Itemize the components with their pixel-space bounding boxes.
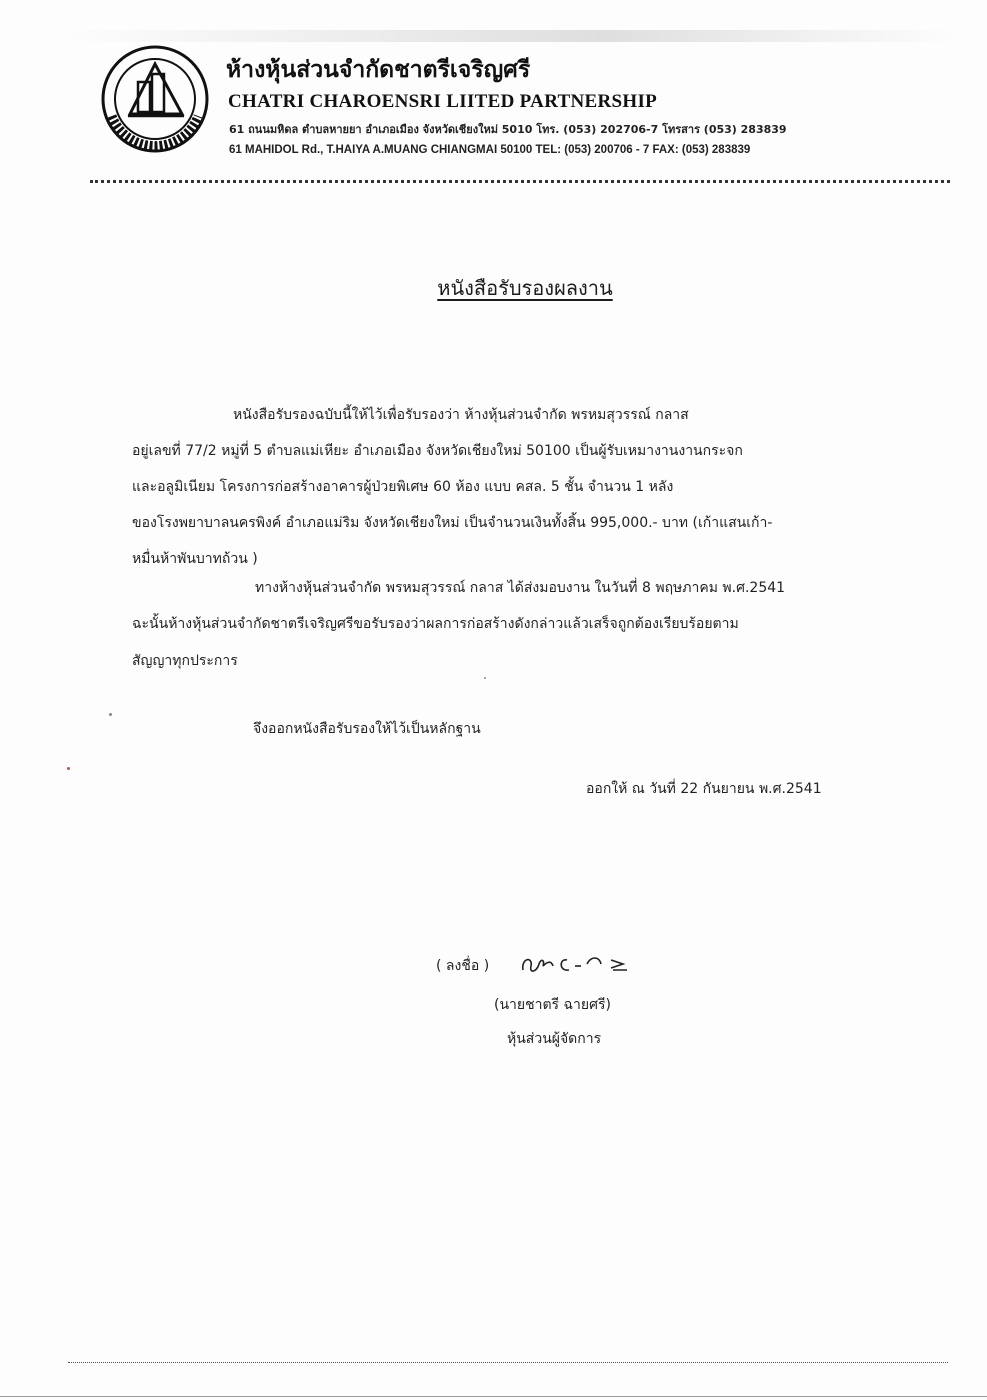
letterhead-divider — [90, 180, 950, 183]
footer-divider — [68, 1362, 948, 1363]
scan-speck — [109, 713, 112, 716]
scan-speck — [67, 767, 70, 770]
page-edge — [0, 1396, 987, 1397]
sign-label: ( ลงชื่อ ) — [436, 958, 490, 974]
paragraph1-line: หมื่นห้าพันบาทถ้วน ) — [132, 551, 258, 567]
company-name-english: CHATRI CHAROENSRI LIITED PARTNERSHIP — [228, 91, 658, 112]
scan-shadow — [60, 30, 960, 42]
paragraph1-line: และอลูมิเนียม โครงการก่อสร้างอาคารผู้ป่วยพิเศษ 60 ห้อง แบบ คสล. 5 ชั้น จำนวน 1 หลัง — [132, 479, 674, 495]
signer-title: หุ้นส่วนผู้จัดการ — [507, 1031, 602, 1047]
address-english: 61 MAHIDOL Rd., T.HAIYA A.MUANG CHIANGMAI 50100 TEL: (053) 200706 - 7 FAX: (053) 283839 — [229, 144, 751, 156]
address-thai: 61 ถนนมหิดล ตำบลหายยา อำเภอเมือง จังหวัดเชียงใหม่ 5010 โทร. (053) 202706-7 โทรสาร (053) 283839 — [229, 123, 787, 136]
scan-speck — [484, 677, 486, 679]
company-seal-logo-icon — [100, 44, 210, 154]
paragraph2-line: สัญญาทุกประการ — [132, 653, 238, 669]
paragraph1-line: ของโรงพยาบาลนครพิงค์ อำเภอแม่ริม จังหวัดเชียงใหม่ เป็นจำนวนเงินทั้งสิ้น 995,000.- บาท (เก้าแสนเก้า- — [132, 515, 773, 531]
document-title: หนังสือรับรองผลงาน — [437, 276, 613, 300]
paragraph2-line: ฉะนั้นห้างหุ้นส่วนจำกัดชาตรีเจริญศรีขอรับรองว่าผลการก่อสร้างดังกล่าวแล้วเสร็จถูกต้องเรียบร้อยตาม — [132, 616, 739, 632]
handwritten-signature — [515, 948, 655, 980]
issued-date: ออกให้ ณ วันที่ 22 กันยายน พ.ศ.2541 — [586, 781, 822, 797]
signer-name: (นายชาตรี ฉายศรี) — [494, 997, 611, 1013]
company-name-thai: ห้างหุ้นส่วนจำกัดชาตรีเจริญศรี — [226, 57, 531, 83]
paragraph1-line: หนังสือรับรองฉบับนี้ให้ไว้เพื่อรับรองว่า ห้างหุ้นส่วนจำกัด พรหมสุวรรณ์ กลาส — [233, 407, 689, 423]
paragraph2-line: ทางห้างหุ้นส่วนจำกัด พรหมสุวรรณ์ กลาส ได้ส่งมอบงาน ในวันที่ 8 พฤษภาคม พ.ศ.2541 — [255, 580, 786, 596]
closing-statement: จึงออกหนังสือรับรองให้ไว้เป็นหลักฐาน — [253, 721, 481, 737]
paragraph1-line: อยู่เลขที่ 77/2 หมู่ที่ 5 ตำบลแม่เหียะ อำเภอเมือง จังหวัดเชียงใหม่ 50100 เป็นผู้รับเหมางานงานกระจก — [132, 443, 743, 459]
